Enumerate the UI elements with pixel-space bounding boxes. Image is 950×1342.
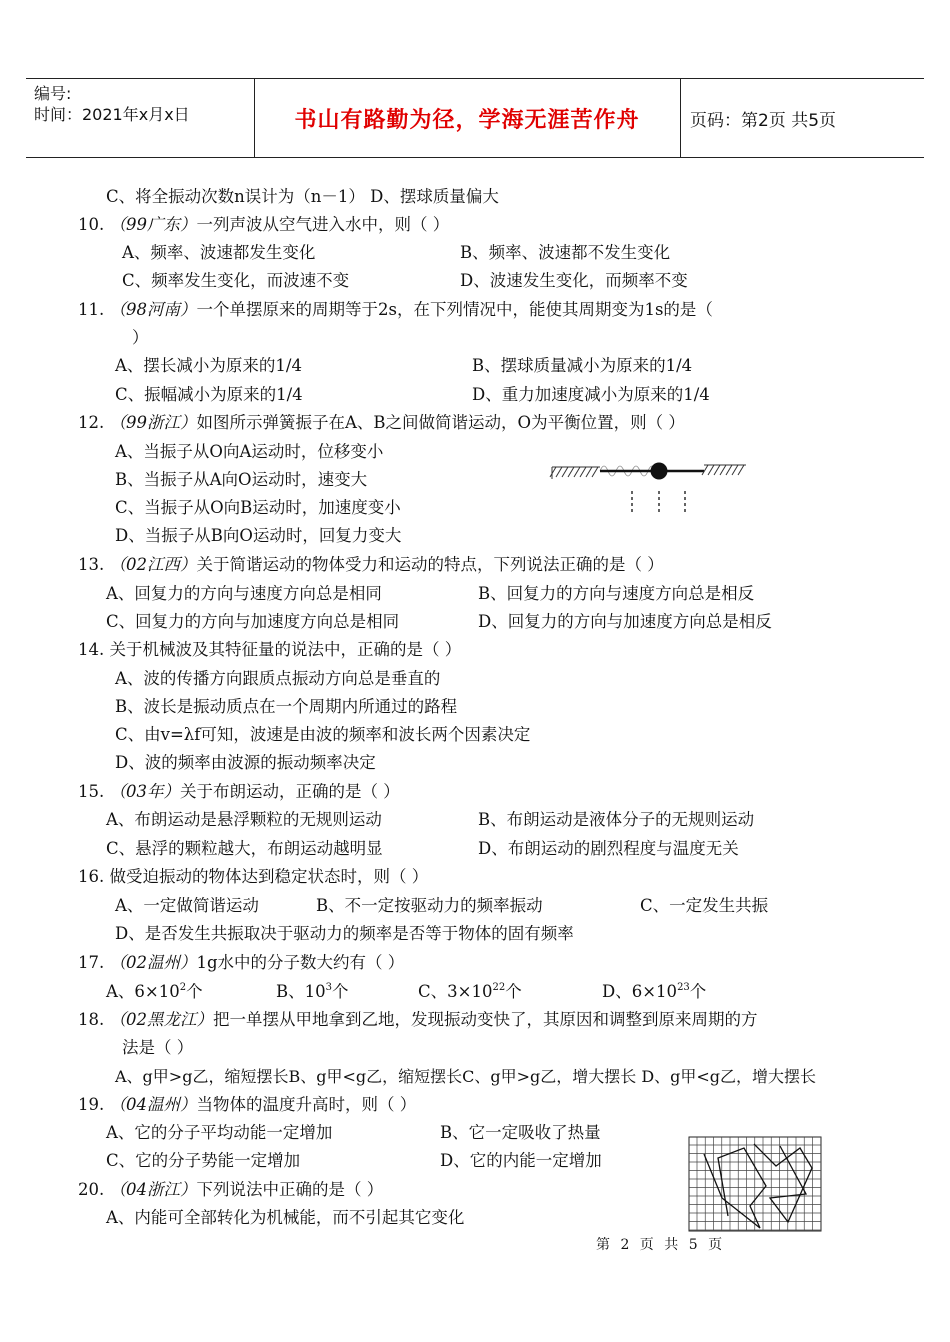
- q14-option-b: B、波长是振动质点在一个周期内所通过的路程: [115, 697, 458, 716]
- q11-option-a: A、摆长减小为原来的1/4: [115, 356, 302, 375]
- q17-option-c: [418, 981, 522, 1003]
- source-tag: （99广东）: [109, 215, 197, 234]
- page-footer: 第 2 页 共 5 页: [596, 1237, 726, 1253]
- question-text: 如图所示弹簧振子在A、B之间做简谐运动，O为平衡位置，则（ ）: [196, 413, 685, 432]
- q15-option-d: D、布朗运动的剧烈程度与温度无关: [478, 839, 739, 858]
- q20-option-a: A、内能可全部转化为机械能，而不引起其它变化: [106, 1208, 465, 1227]
- q19-option-d: D、它的内能一定增加: [440, 1151, 602, 1170]
- q16-option-c: C、一定发生共振: [640, 896, 769, 915]
- question-number: 19.: [78, 1095, 105, 1114]
- q18-stem: [78, 1009, 758, 1031]
- question-number: 20.: [78, 1180, 105, 1199]
- code-label: 编号:: [34, 84, 72, 103]
- q13-option-a: A、回复力的方向与速度方向总是相同: [106, 584, 382, 603]
- question-text: 1g水中的分子数大约有（ ）: [196, 953, 405, 972]
- q19-option-a: A、它的分子平均动能一定增加: [106, 1123, 333, 1142]
- question-text: 当物体的温度升高时，则（ ）: [196, 1095, 417, 1114]
- unit: 个: [186, 982, 203, 1001]
- question-number: 18.: [78, 1010, 105, 1029]
- question-text: 关于简谐运动的物体受力和运动的特点，下列说法正确的是（ ）: [196, 555, 664, 574]
- header-motto: 书山有路勤为径，学海无涯苦作舟: [294, 108, 640, 133]
- header-meta: [34, 83, 190, 125]
- question-number: 10.: [78, 215, 105, 234]
- source-tag: （04温州）: [109, 1095, 197, 1114]
- time-label: 时间：2021年x月x日: [34, 105, 190, 124]
- q15-stem: [78, 781, 400, 803]
- q14-option-c: C、由v=λf可知，波速是由波的频率和波长两个因素决定: [115, 725, 531, 744]
- question-number: 12.: [78, 413, 105, 432]
- q20-stem: [78, 1179, 383, 1201]
- q16-stem: 16. 做受迫振动的物体达到稳定状态时，则（ ）: [78, 867, 429, 886]
- question-number: 11.: [78, 300, 105, 319]
- q12-option-b: B、当振子从A向O运动时，速变大: [115, 470, 368, 489]
- question-text: 关于布朗运动，正确的是（ ）: [180, 782, 400, 801]
- q13-stem: [78, 554, 664, 576]
- q11-stem: [78, 299, 713, 321]
- q10-option-d: D、波速发生变化，而频率不变: [460, 271, 688, 290]
- question-number: 15.: [78, 782, 105, 801]
- source-tag: （04浙江）: [109, 1180, 197, 1199]
- source-tag: （02黑龙江）: [109, 1010, 213, 1029]
- question-text: 一列声波从空气进入水中，则（ ）: [196, 215, 450, 234]
- exponent: 22: [492, 982, 506, 993]
- q19-stem: [78, 1094, 416, 1116]
- q16-option-b: B、不一定按驱动力的频率振动: [316, 896, 543, 915]
- source-tag: （03年）: [109, 782, 180, 801]
- q14-option-a: A、波的传播方向跟质点振动方向总是垂直的: [115, 669, 441, 688]
- q13-option-b: B、回复力的方向与速度方向总是相反: [478, 584, 755, 603]
- q12-option-a: A、当振子从O向A运动时，位移变小: [115, 442, 384, 461]
- page-header: [26, 78, 924, 158]
- q14-option-d: D、波的频率由波源的振动频率决定: [115, 753, 376, 772]
- option-text: C、3×10: [418, 982, 493, 1001]
- exponent: 23: [677, 982, 690, 993]
- q12-option-d: D、当振子从B向O运动时，回复力变大: [115, 526, 402, 545]
- question-number: 13.: [78, 555, 105, 574]
- header-divider: [680, 79, 681, 157]
- question-text: 一个单摆原来的周期等于2s，在下列情况中，能使其周期变为1s的是（: [196, 300, 713, 319]
- q17-stem: [78, 952, 404, 974]
- unit: 个: [332, 982, 349, 1001]
- spring-oscillator-figure: [548, 455, 748, 517]
- source-tag: （02江西）: [109, 555, 197, 574]
- question-text: 下列说法中正确的是（ ）: [196, 1180, 384, 1199]
- q16-option-a: A、一定做简谐运动: [115, 896, 259, 915]
- oscillator-ball: [651, 463, 668, 480]
- q13-option-c: C、回复力的方向与加速度方向总是相同: [106, 612, 400, 631]
- exponent: 3: [325, 982, 332, 993]
- q17-option-b: [276, 981, 349, 1003]
- exponent: 2: [179, 982, 187, 993]
- q19-option-b: B、它一定吸收了热量: [440, 1123, 601, 1142]
- q10-option-c: C、频率发生变化，而波速不变: [122, 271, 350, 290]
- unit: 个: [505, 982, 522, 1001]
- source-tag: （99浙江）: [109, 413, 197, 432]
- q11-stem-cont: ）: [132, 328, 149, 347]
- q15-option-c: C、悬浮的颗粒越大，布朗运动越明显: [106, 839, 383, 858]
- q18-stem-cont: 法是（ ）: [122, 1038, 194, 1057]
- page-info: 页码：第2页 共5页: [690, 111, 837, 131]
- q11-option-c: C、振幅减小为原来的1/4: [115, 385, 303, 404]
- q19-option-c: C、它的分子势能一定增加: [106, 1151, 301, 1170]
- q9-option-c: C、将全振动次数n误计为（n－1） D、摆球质量偏大: [106, 187, 499, 206]
- brownian-motion-grid-figure: [688, 1136, 822, 1232]
- question-number: 17.: [78, 953, 105, 972]
- unit: 个: [689, 982, 707, 1001]
- question-text: 把一单摆从甲地拿到乙地，发现振动变快了，其原因和调整到原来周期的方: [213, 1010, 758, 1029]
- option-text: D、6×10: [602, 982, 678, 1001]
- source-tag: （98河南）: [109, 300, 197, 319]
- q10-stem: [78, 214, 449, 236]
- q17-option-a: [106, 981, 203, 1003]
- q10-option-a: A、频率、波速都发生变化: [122, 243, 316, 262]
- q15-option-a: A、布朗运动是悬浮颗粒的无规则运动: [106, 810, 382, 829]
- q11-option-d: D、重力加速度减小为原来的1/4: [472, 385, 710, 404]
- option-text: A、6×10: [106, 982, 180, 1001]
- q12-option-c: C、当振子从O向B运动时，加速度变小: [115, 498, 401, 517]
- q17-option-d: [602, 981, 706, 1003]
- q14-stem: 14. 关于机械波及其特征量的说法中，正确的是（ ）: [78, 640, 462, 659]
- q16-option-d: D、是否发生共振取决于驱动力的频率是否等于物体的固有频率: [115, 924, 574, 943]
- q10-option-b: B、频率、波速都不发生变化: [460, 243, 671, 262]
- q11-option-b: B、摆球质量减小为原来的1/4: [472, 356, 693, 375]
- q18-options: A、g甲>g乙，缩短摆长B、g甲<g乙，缩短摆长C、g甲>g乙，增大摆长 D、g甲<g乙，增大摆长: [115, 1067, 817, 1086]
- option-text: B、10: [276, 982, 326, 1001]
- q13-option-d: D、回复力的方向与加速度方向总是相反: [478, 612, 772, 631]
- q15-option-b: B、布朗运动是液体分子的无规则运动: [478, 810, 755, 829]
- q12-stem: [78, 412, 685, 434]
- source-tag: （02温州）: [109, 953, 197, 972]
